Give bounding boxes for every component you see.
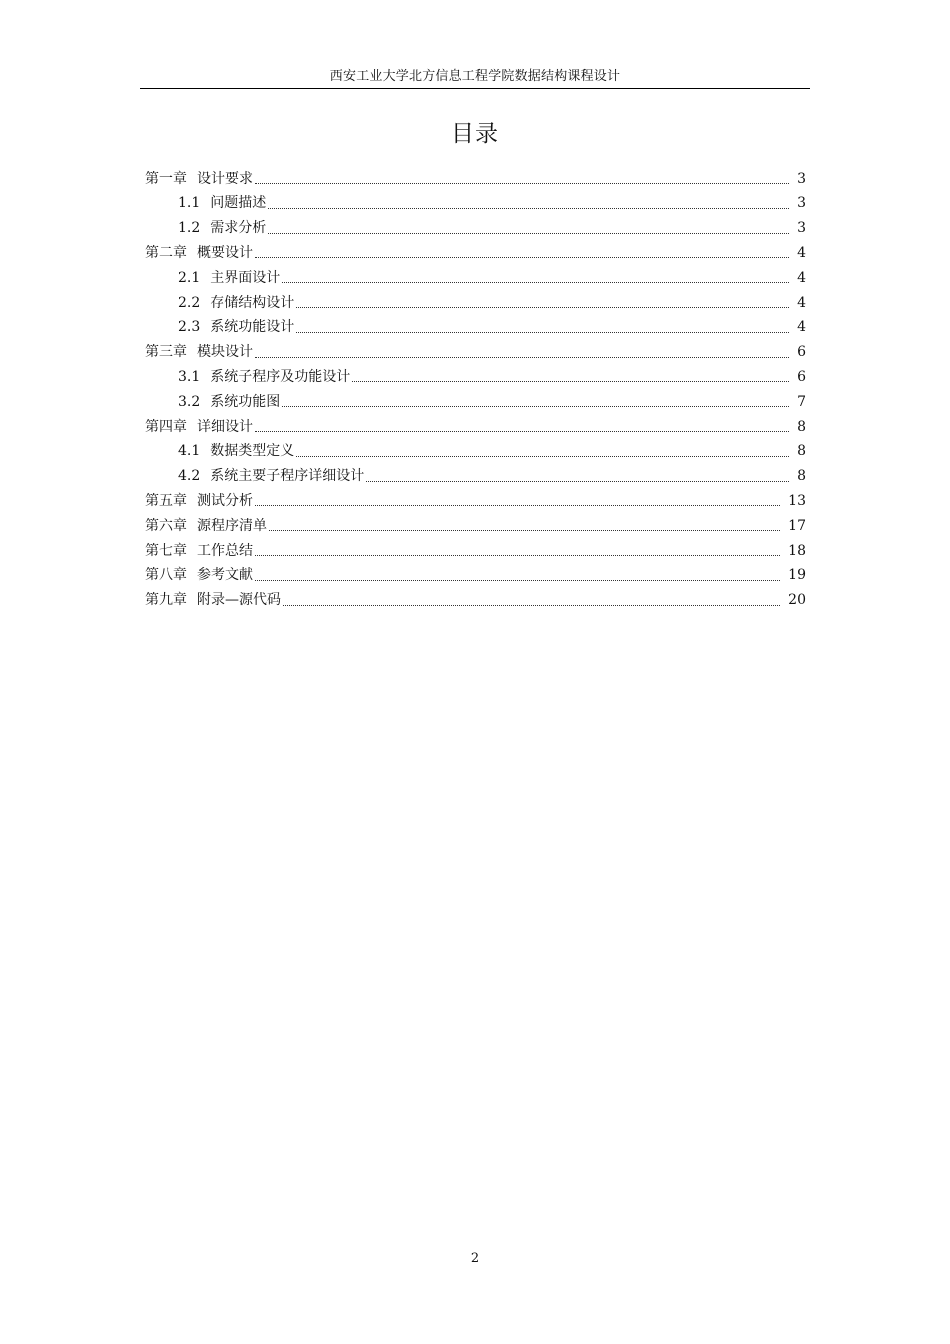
toc-entry-label: 存储结构设计	[210, 294, 295, 311]
toc-entry[interactable]	[145, 240, 806, 265]
page-number: 2	[470, 1251, 480, 1266]
toc-entry[interactable]	[178, 265, 806, 290]
toc-dot-leader	[296, 332, 789, 333]
toc-entry-label: 测试分析	[197, 492, 253, 509]
toc-entry-page: 18	[788, 542, 806, 559]
toc-dot-leader	[282, 282, 789, 283]
toc-entry-label: 系统子程序及功能设计	[210, 368, 351, 385]
toc-entry-page: 4	[797, 244, 806, 261]
toc-entry[interactable]	[145, 588, 806, 613]
toc-entry-page: 4	[797, 294, 806, 311]
toc-entry-page: 7	[797, 393, 806, 410]
toc-entry-page: 6	[797, 344, 806, 361]
toc-entry-number: 1.2	[178, 220, 201, 237]
toc-entry-page: 20	[788, 592, 806, 609]
toc-entry-page: 17	[788, 517, 806, 534]
toc-entry-number: 第三章	[145, 344, 187, 361]
toc-entry-number: 3.2	[178, 393, 201, 410]
toc-entry-number: 2.1	[178, 269, 201, 286]
toc-entry[interactable]	[178, 315, 806, 340]
toc-dot-leader	[296, 307, 789, 308]
toc-entry-number: 2.3	[178, 319, 201, 336]
toc-entry[interactable]	[145, 414, 806, 439]
toc-dot-leader	[255, 183, 789, 184]
toc-dot-leader	[268, 208, 789, 209]
toc-entry-number: 4.1	[178, 443, 201, 460]
toc-entry-label: 设计要求	[197, 170, 253, 187]
toc-entry-label: 模块设计	[197, 344, 253, 361]
toc-dot-leader	[255, 431, 789, 432]
toc-entry-page: 4	[797, 319, 806, 336]
toc-entry-label: 工作总结	[197, 542, 253, 559]
toc-entry-page: 3	[797, 195, 806, 212]
toc-entry-page: 4	[797, 269, 806, 286]
toc-entry-number: 第一章	[145, 170, 187, 187]
toc-dot-leader	[255, 257, 789, 258]
toc-entry[interactable]	[178, 439, 806, 464]
toc-entry-number: 1.1	[178, 195, 201, 212]
toc-entry-label: 需求分析	[210, 220, 267, 237]
toc-entry-page: 13	[788, 492, 806, 509]
toc-entry[interactable]	[178, 290, 806, 315]
toc-dot-leader	[268, 233, 789, 234]
toc-entry-label: 系统功能设计	[210, 319, 295, 336]
toc-entry-label: 问题描述	[210, 195, 267, 212]
toc-entry-page: 3	[797, 220, 806, 237]
toc-dot-leader	[269, 530, 780, 531]
toc-entry-label: 系统主要子程序详细设计	[210, 468, 365, 485]
toc-entry-number: 第四章	[145, 418, 187, 435]
toc-entry-number: 第七章	[145, 542, 187, 559]
toc-dot-leader	[352, 381, 789, 382]
toc-title: 目录	[451, 121, 499, 147]
toc-entry-number: 3.1	[178, 368, 201, 385]
toc-dot-leader	[282, 406, 789, 407]
toc-entry[interactable]	[178, 389, 806, 414]
toc-entry[interactable]	[178, 364, 806, 389]
toc-entry-label: 源程序清单	[197, 517, 267, 534]
toc-entry-page: 19	[788, 567, 806, 584]
toc-entry[interactable]	[145, 513, 806, 538]
toc-entry-label: 数据类型定义	[210, 443, 295, 460]
toc-entry-label: 详细设计	[197, 418, 253, 435]
toc-entry-page: 3	[797, 170, 806, 187]
toc-dot-leader	[255, 580, 780, 581]
toc-entry-label: 系统功能图	[210, 393, 281, 410]
toc-entry-page: 8	[797, 468, 806, 485]
toc-dot-leader	[283, 605, 780, 606]
toc-entry-number: 第五章	[145, 492, 187, 509]
toc-entry-label: 附录—源代码	[197, 592, 281, 609]
toc-entry[interactable]	[145, 488, 806, 513]
running-header: 西安工业大学北方信息工程学院数据结构课程设计	[329, 69, 621, 84]
toc-entry[interactable]	[145, 538, 806, 563]
toc-dot-leader	[255, 505, 780, 506]
toc-entry-page: 8	[797, 443, 806, 460]
toc-dot-leader	[296, 456, 789, 457]
toc-entry-label: 参考文献	[197, 567, 253, 584]
toc-entry-label: 主界面设计	[210, 269, 281, 286]
toc-entry[interactable]	[145, 166, 806, 191]
toc-dot-leader	[255, 357, 789, 358]
toc-entry-number: 2.2	[178, 294, 201, 311]
toc-entry-label: 概要设计	[197, 244, 253, 261]
toc-entry-page: 6	[797, 368, 806, 385]
toc-dot-leader	[366, 481, 789, 482]
toc-entry[interactable]	[145, 340, 806, 365]
toc-entry[interactable]	[178, 191, 806, 216]
toc-dot-leader	[255, 555, 780, 556]
toc-entry-number: 第八章	[145, 567, 187, 584]
toc-entry[interactable]	[178, 464, 806, 489]
toc-entry[interactable]	[178, 216, 806, 241]
toc-entry-number: 第九章	[145, 592, 187, 609]
toc-entry[interactable]	[145, 563, 806, 588]
header-rule	[140, 88, 810, 89]
toc-entry-number: 第六章	[145, 517, 187, 534]
toc-entry-page: 8	[797, 418, 806, 435]
toc-entry-number: 4.2	[178, 468, 201, 485]
toc-entry-number: 第二章	[145, 244, 187, 261]
